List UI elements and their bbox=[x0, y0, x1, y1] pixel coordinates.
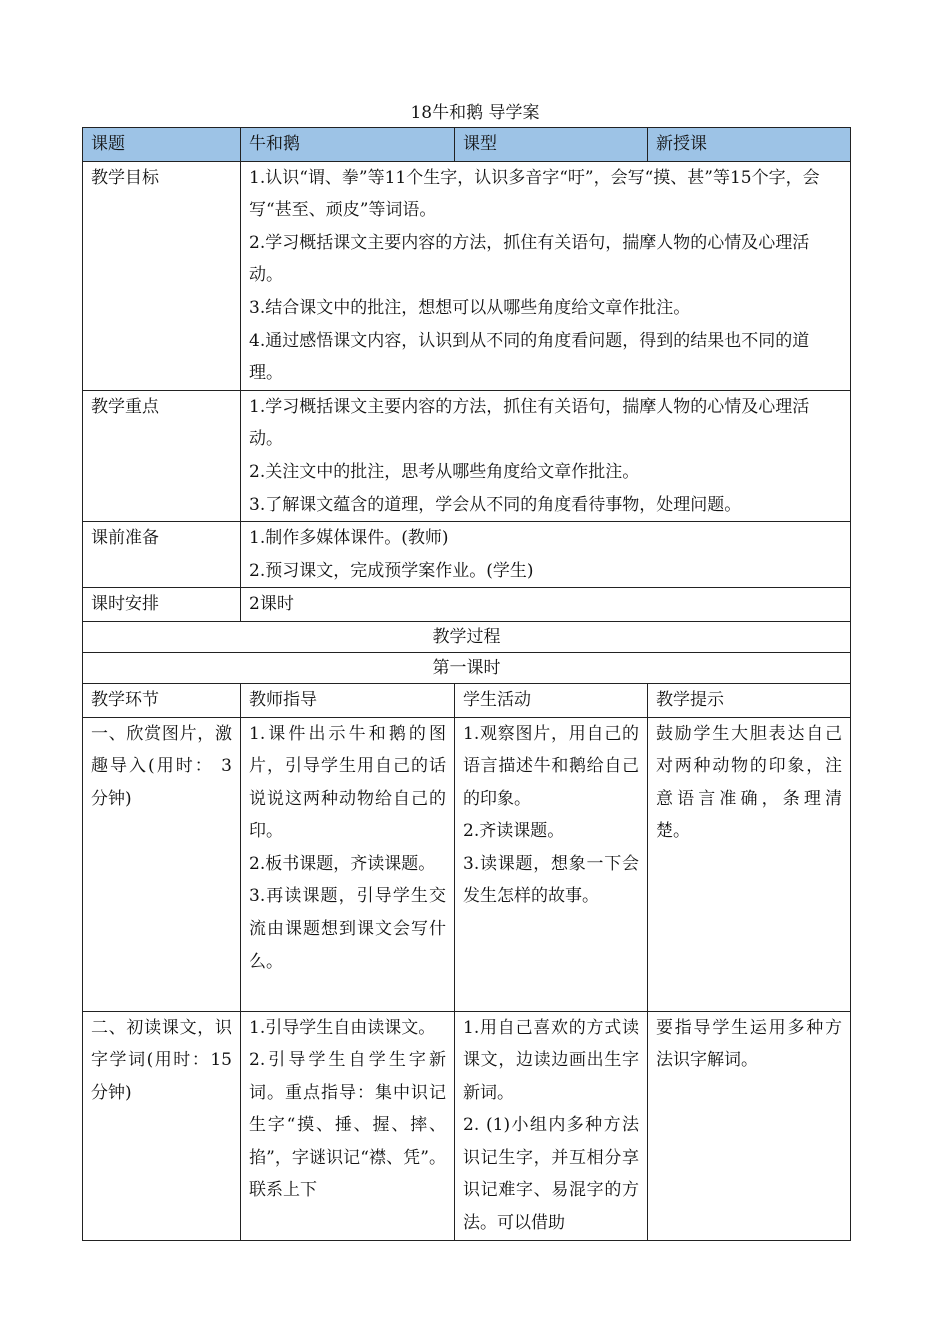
goals-row bbox=[83, 161, 851, 390]
preparation-item: 2.预习课文，完成预学案作业。(学生) bbox=[249, 560, 534, 581]
tip-cell: 要指导学生运用多种方法识字解词。 bbox=[648, 1011, 851, 1240]
goal-item: 3.结合课文中的批注，想想可以从哪些角度给文章作批注。 bbox=[249, 297, 691, 318]
stage-cell: 二、初读课文，识字学词(用时：15分钟) bbox=[83, 1011, 241, 1240]
column-header: 教学提示 bbox=[648, 683, 851, 717]
teacher-item: 1.引导学生自由读课文。 bbox=[249, 1017, 436, 1038]
preparation-content bbox=[241, 522, 851, 588]
student-item: 1.用自己喜欢的方式读课文，边读边画出生字新词。 bbox=[463, 1017, 639, 1103]
column-header: 教师指导 bbox=[241, 683, 455, 717]
preparation-row bbox=[83, 522, 851, 588]
tip-cell: 鼓励学生大胆表达自己对两种动物的印象，注意语言准确，条理清楚。 bbox=[648, 717, 851, 1011]
key-points-content bbox=[241, 390, 851, 521]
stage-cell: 一、欣赏图片，激趣导入(用时： 3分钟) bbox=[83, 717, 241, 1011]
teacher-cell bbox=[241, 717, 455, 1011]
teacher-cell bbox=[241, 1011, 455, 1240]
teacher-item: 2.引导学生自学生字新词。重点指导：集中识记生字“摸、捶、握、摔、掐”，字谜识记“襟、凭”。联系上下 bbox=[249, 1050, 446, 1201]
column-header: 教学环节 bbox=[83, 683, 241, 717]
header-row bbox=[83, 128, 851, 162]
teacher-item: 2.板书课题，齐读课题。 bbox=[249, 853, 436, 874]
goal-item: 2.学习概括课文主要内容的方法，抓住有关语句，揣摩人物的心情及心理活动。 bbox=[249, 232, 810, 286]
teacher-item: 3.再读课题，引导学生交流由课题想到课文会写什么。 bbox=[249, 886, 446, 972]
student-item: 2.齐读课题。 bbox=[463, 821, 565, 842]
goal-item: 1.认识“谓、拳”等11个生字，认识多音字“吁”，会写“摸、甚”等15个字，会写“甚至、顽皮”等词语。 bbox=[249, 167, 820, 221]
type-value: 新授课 bbox=[648, 128, 851, 162]
key-point-item: 1.学习概括课文主要内容的方法，抓住有关语句，揣摩人物的心情及心理活动。 bbox=[249, 396, 810, 450]
teacher-item: 1.课件出示牛和鹅的图片，引导学生用自己的话说说这两种动物给自己的印。 bbox=[249, 723, 446, 842]
process-title-row bbox=[83, 621, 851, 652]
topic-value: 牛和鹅 bbox=[241, 128, 455, 162]
table-row bbox=[83, 1011, 851, 1240]
schedule-label: 课时安排 bbox=[83, 588, 241, 622]
student-item: 1.观察图片，用自己的语言描述牛和鹅给自己的印象。 bbox=[463, 723, 639, 809]
student-item: 2. (1)小组内多种方法识记生字，并互相分享识记难字、易混字的方法。可以借助 bbox=[463, 1115, 639, 1234]
topic-label: 课题 bbox=[83, 128, 241, 162]
schedule-row bbox=[83, 588, 851, 622]
student-item: 3.读课题，想象一下会发生怎样的故事。 bbox=[463, 853, 639, 907]
goal-item: 4.通过感悟课文内容，认识到从不同的角度看问题，得到的结果也不同的道理。 bbox=[249, 330, 810, 384]
key-point-item: 3.了解课文蕴含的道理，学会从不同的角度看待事物，处理问题。 bbox=[249, 494, 742, 515]
key-points-label: 教学重点 bbox=[83, 390, 241, 521]
process-title: 教学过程 bbox=[83, 621, 851, 652]
schedule-value: 2课时 bbox=[241, 588, 851, 622]
column-header: 学生活动 bbox=[455, 683, 648, 717]
goals-content bbox=[241, 161, 851, 390]
preparation-label: 课前准备 bbox=[83, 522, 241, 588]
lesson-title: 第一课时 bbox=[83, 652, 851, 683]
type-label: 课型 bbox=[455, 128, 648, 162]
preparation-item: 1.制作多媒体课件。(教师) bbox=[249, 528, 449, 549]
document-title: 18牛和鹅 导学案 bbox=[410, 103, 540, 123]
student-cell bbox=[455, 717, 648, 1011]
lesson-title-row bbox=[83, 652, 851, 683]
key-point-item: 2.关注文中的批注，思考从哪些角度给文章作批注。 bbox=[249, 461, 640, 482]
key-points-row bbox=[83, 390, 851, 521]
goals-label: 教学目标 bbox=[83, 161, 241, 390]
table-row bbox=[83, 717, 851, 1011]
column-header-row bbox=[83, 683, 851, 717]
lesson-plan-table bbox=[82, 127, 851, 1241]
student-cell bbox=[455, 1011, 648, 1240]
